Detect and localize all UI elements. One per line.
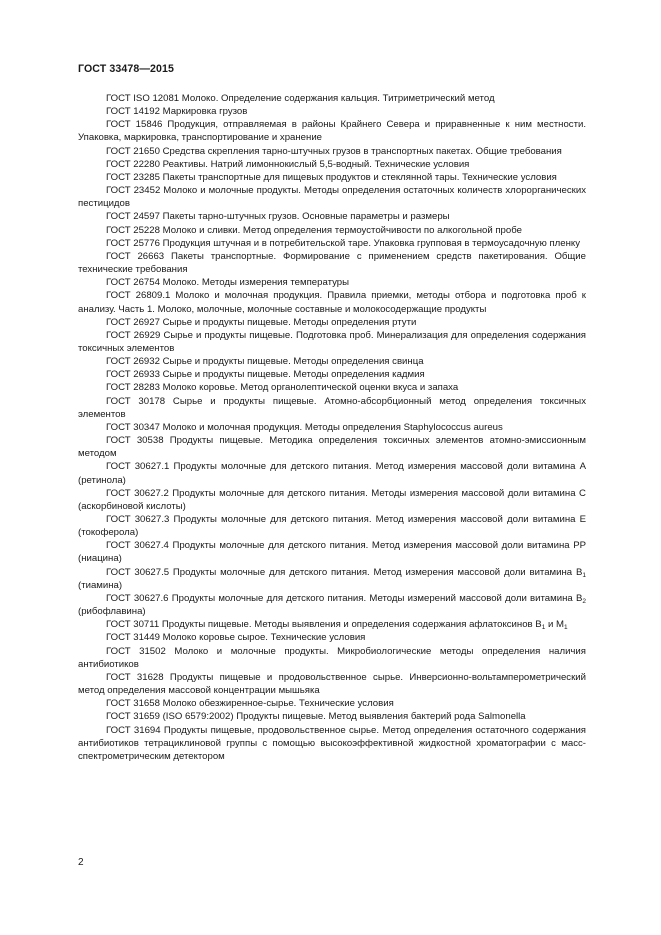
reference-item: ГОСТ 26754 Молоко. Методы измерения температуры bbox=[106, 277, 350, 289]
reference-item: ГОСТ 21650 Средства скрепления тарно-штучных грузов в транспортных пакетах. Общие требования bbox=[106, 145, 562, 157]
subscript: 1 bbox=[582, 571, 586, 579]
reference-item: ГОСТ 26932 Сырье и продукты пищевые. Методы определения свинца bbox=[106, 356, 424, 368]
page-number: 2 bbox=[78, 857, 84, 868]
reference-text: (рибофлавина) bbox=[78, 606, 146, 618]
document-header: ГОСТ 33478—2015 bbox=[78, 63, 175, 75]
subscript: 1 bbox=[541, 624, 546, 632]
reference-item: ГОСТ 25776 Продукция штучная и в потребительской таре. Упаковка групповая в термоусадочную пленку bbox=[106, 237, 580, 249]
reference-item: ГОСТ 15846 Продукция, отправляемая в районы Крайнего Севера и приравненные к ним местности. Упаковка, маркировка, транспортирование и хранение bbox=[78, 119, 586, 144]
reference-item-aflatoxin bbox=[78, 618, 586, 631]
reference-item: ГОСТ 30627.1 Продукты молочные для детского питания. Метод измерения массовой доли витамина А (ретинола) bbox=[78, 461, 586, 486]
reference-item: ГОСТ 30178 Сырье и продукты пищевые. Атомно-абсорбционный метод определения токсичных элементов bbox=[78, 395, 586, 420]
reference-item: ГОСТ 31449 Молоко коровье сырое. Технические условия bbox=[106, 632, 366, 644]
reference-text: ГОСТ 30627.6 Продукты молочные для детского питания. Методы измерений массовой доли витамина B bbox=[106, 592, 583, 604]
reference-item: ГОСТ 31658 Молоко обезжиренное-сырье. Технические условия bbox=[106, 698, 394, 710]
reference-text: ГОСТ 30627.5 Продукты молочные для детского питания. Метод измерения массовой доли витамина B bbox=[106, 566, 583, 578]
subscript: 1 bbox=[564, 624, 568, 632]
reference-item: ГОСТ 24597 Пакеты тарно-штучных грузов. Основные параметры и размеры bbox=[106, 211, 450, 223]
reference-item: ГОСТ 26663 Пакеты транспортные. Формирование с применением средств пакетирования. Общие технические требования bbox=[78, 250, 586, 276]
reference-item: ГОСТ 14192 Маркировка грузов bbox=[106, 106, 248, 118]
reference-item-b2 bbox=[78, 592, 586, 618]
reference-item: ГОСТ 30627.2 Продукты молочные для детского питания. Методы измерения массовой доли витамина С (аскорбиновой кислоты) bbox=[78, 487, 586, 512]
reference-item: ГОСТ 30627.3 Продукты молочные для детского питания. Метод измерения массовой доли витамина Е (токоферола) bbox=[78, 514, 586, 539]
reference-item: ГОСТ 30538 Продукты пищевые. Методика определения токсичных элементов атомно-эмиссионным методом bbox=[78, 435, 586, 460]
reference-text: (тиамина) bbox=[78, 579, 123, 591]
reference-text: ГОСТ 30711 Продукты пищевые. Методы выявления и определения содержания афлатоксинов B bbox=[106, 619, 542, 631]
subscript: 2 bbox=[582, 597, 586, 605]
reference-item: ГОСТ 26929 Сырье и продукты пищевые. Подготовка проб. Минерализация для определения содержания токсичных элементов bbox=[78, 329, 586, 354]
reference-item: ГОСТ 23285 Пакеты транспортные для пищевых продуктов и стеклянной тары. Технические условия bbox=[106, 171, 557, 183]
reference-item: ГОСТ 26927 Сырье и продукты пищевые. Методы определения ртути bbox=[106, 316, 417, 328]
reference-item: ГОСТ 23452 Молоко и молочные продукты. Методы определения остаточных количеств хлорорганических пестицидов bbox=[78, 185, 586, 210]
reference-item: ГОСТ 25228 Молоко и сливки. Метод определения термоустойчивости по алкогольной пробе bbox=[106, 224, 522, 236]
reference-item: ГОСТ 26933 Сырье и продукты пищевые. Методы определения кадмия bbox=[106, 369, 425, 381]
normative-references bbox=[78, 92, 586, 763]
reference-item: ГОСТ 31694 Продукты пищевые, продовольственное сырье. Метод определения остаточного содержания антибиотиков тетрациклиновой группы с помощью высокоэффективной жидкостной хроматографии с масс-спектрометрическим детектором bbox=[78, 724, 586, 762]
reference-text: и M bbox=[545, 619, 565, 631]
reference-item-b1 bbox=[78, 566, 586, 592]
reference-item: ГОСТ 26809.1 Молоко и молочная продукция. Правила приемки, методы отбора и подготовка проб к анализу. Часть 1. Молоко, молочные, молочные составные и молокосодержащие продукты bbox=[78, 290, 586, 315]
reference-item: ГОСТ 28283 Молоко коровье. Метод органолептической оценки вкуса и запаха bbox=[106, 382, 459, 394]
reference-item: ГОСТ 31628 Продукты пищевые и продовольственное сырье. Инверсионно-вольтамперометрический метод определения массовой концентрации мышьяка bbox=[78, 671, 586, 697]
reference-item: ГОСТ ISO 12081 Молоко. Определение содержания кальция. Титриметрический метод bbox=[106, 93, 495, 104]
reference-item: ГОСТ 22280 Реактивы. Натрий лимоннокислый 5,5-водный. Технические условия bbox=[106, 158, 470, 170]
reference-item: ГОСТ 31502 Молоко и молочные продукты. Микробиологические методы определения наличия антибиотиков bbox=[78, 645, 586, 670]
reference-item: ГОСТ 30627.4 Продукты молочные для детского питания. Метод измерения массовой доли витамина РР (ниацина) bbox=[78, 540, 586, 565]
reference-item: ГОСТ 30347 Молоко и молочная продукция. Методы определения Staphylococcus aureus bbox=[106, 421, 503, 433]
reference-item: ГОСТ 31659 (ISO 6579:2002) Продукты пищевые. Метод выявления бактерий рода Salmonella bbox=[106, 711, 526, 723]
